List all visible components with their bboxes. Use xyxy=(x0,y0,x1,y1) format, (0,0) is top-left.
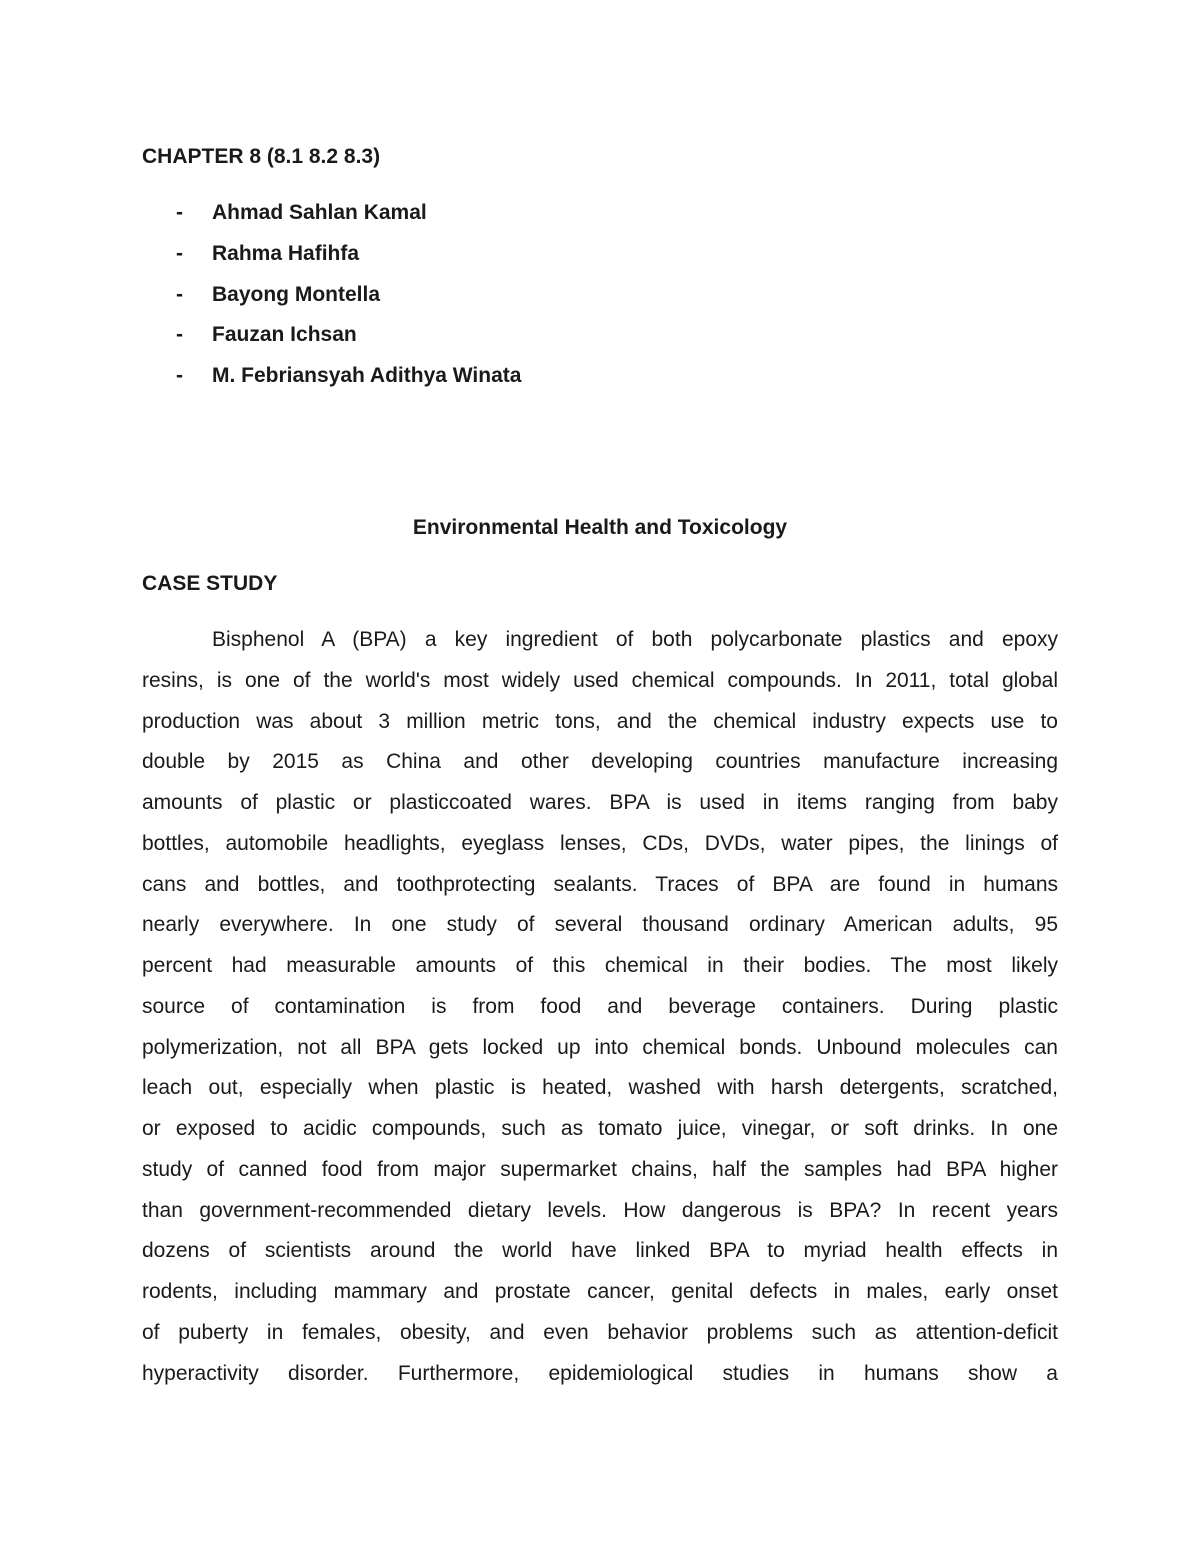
paragraph-line: study of canned food from major supermarket chains, half the samples had BPA higher xyxy=(142,1157,1058,1181)
author-item xyxy=(142,362,521,403)
list-dash: - xyxy=(176,323,183,347)
author-name: Fauzan Ichsan xyxy=(212,323,357,347)
paragraph-line: cans and bottles, and toothprotecting sealants. Traces of BPA are found in humans xyxy=(142,872,1058,896)
paragraph-line: bottles, automobile headlights, eyeglass lenses, CDs, DVDs, water pipes, the linings of xyxy=(142,831,1058,855)
paragraph-line: percent had measurable amounts of this chemical in their bodies. The most likely xyxy=(142,954,1058,977)
list-dash: - xyxy=(176,364,183,388)
paragraph-line: double by 2015 as China and other developing countries manufacture increasing xyxy=(142,750,1058,774)
author-name: Bayong Montella xyxy=(212,282,381,306)
paragraph-line: source of contamination is from food and beverage containers. During plastic xyxy=(142,994,1058,1018)
author-list xyxy=(142,199,521,403)
paragraph-line: amounts of plastic or plasticcoated wares. BPA is used in items ranging from baby xyxy=(142,791,1058,814)
author-name: Ahmad Sahlan Kamal xyxy=(212,201,427,224)
document-title: Environmental Health and Toxicology xyxy=(412,516,788,539)
list-dash: - xyxy=(176,241,183,265)
paragraph-line: nearly everywhere. In one study of several thousand ordinary American adults, 95 xyxy=(142,913,1058,937)
paragraph-line: Bisphenol A (BPA) a key ingredient of both polycarbonate plastics and epoxy xyxy=(212,628,1058,651)
author-item xyxy=(142,281,521,322)
paragraph-line: or exposed to acidic compounds, such as tomato juice, vinegar, or soft drinks. In one xyxy=(142,1117,1058,1140)
paragraph-line: leach out, especially when plastic is heated, washed with harsh detergents, scratched, xyxy=(142,1076,1058,1100)
section-heading: CASE STUDY xyxy=(142,572,278,595)
paragraph-line: hyperactivity disorder. Furthermore, epidemiological studies in humans show a xyxy=(142,1361,1058,1385)
author-item xyxy=(142,240,521,281)
paragraph-line: dozens of scientists around the world have linked BPA to myriad health effects in xyxy=(142,1239,1058,1263)
paragraph-line: rodents, including mammary and prostate cancer, genital defects in males, early onset xyxy=(142,1280,1058,1303)
paragraph-line: than government-recommended dietary levels. How dangerous is BPA? In recent years xyxy=(142,1198,1058,1222)
author-name: M. Febriansyah Adithya Winata xyxy=(212,364,522,388)
list-dash: - xyxy=(176,201,183,224)
body-paragraph xyxy=(142,624,1058,1398)
chapter-title: CHAPTER 8 (8.1 8.2 8.3) xyxy=(142,145,381,168)
author-name: Rahma Hafihfa xyxy=(212,241,360,265)
author-item xyxy=(142,321,521,362)
author-item xyxy=(142,199,521,240)
list-dash: - xyxy=(176,282,183,306)
paragraph-line: production was about 3 million metric tons, and the chemical industry expects use to xyxy=(142,709,1058,733)
paragraph-line: resins, is one of the world's most widely used chemical compounds. In 2011, total global xyxy=(142,668,1058,692)
paragraph-line: polymerization, not all BPA gets locked up into chemical bonds. Unbound molecules can xyxy=(142,1035,1058,1059)
paragraph-line: of puberty in females, obesity, and even behavior problems such as attention-deficit xyxy=(142,1320,1058,1344)
